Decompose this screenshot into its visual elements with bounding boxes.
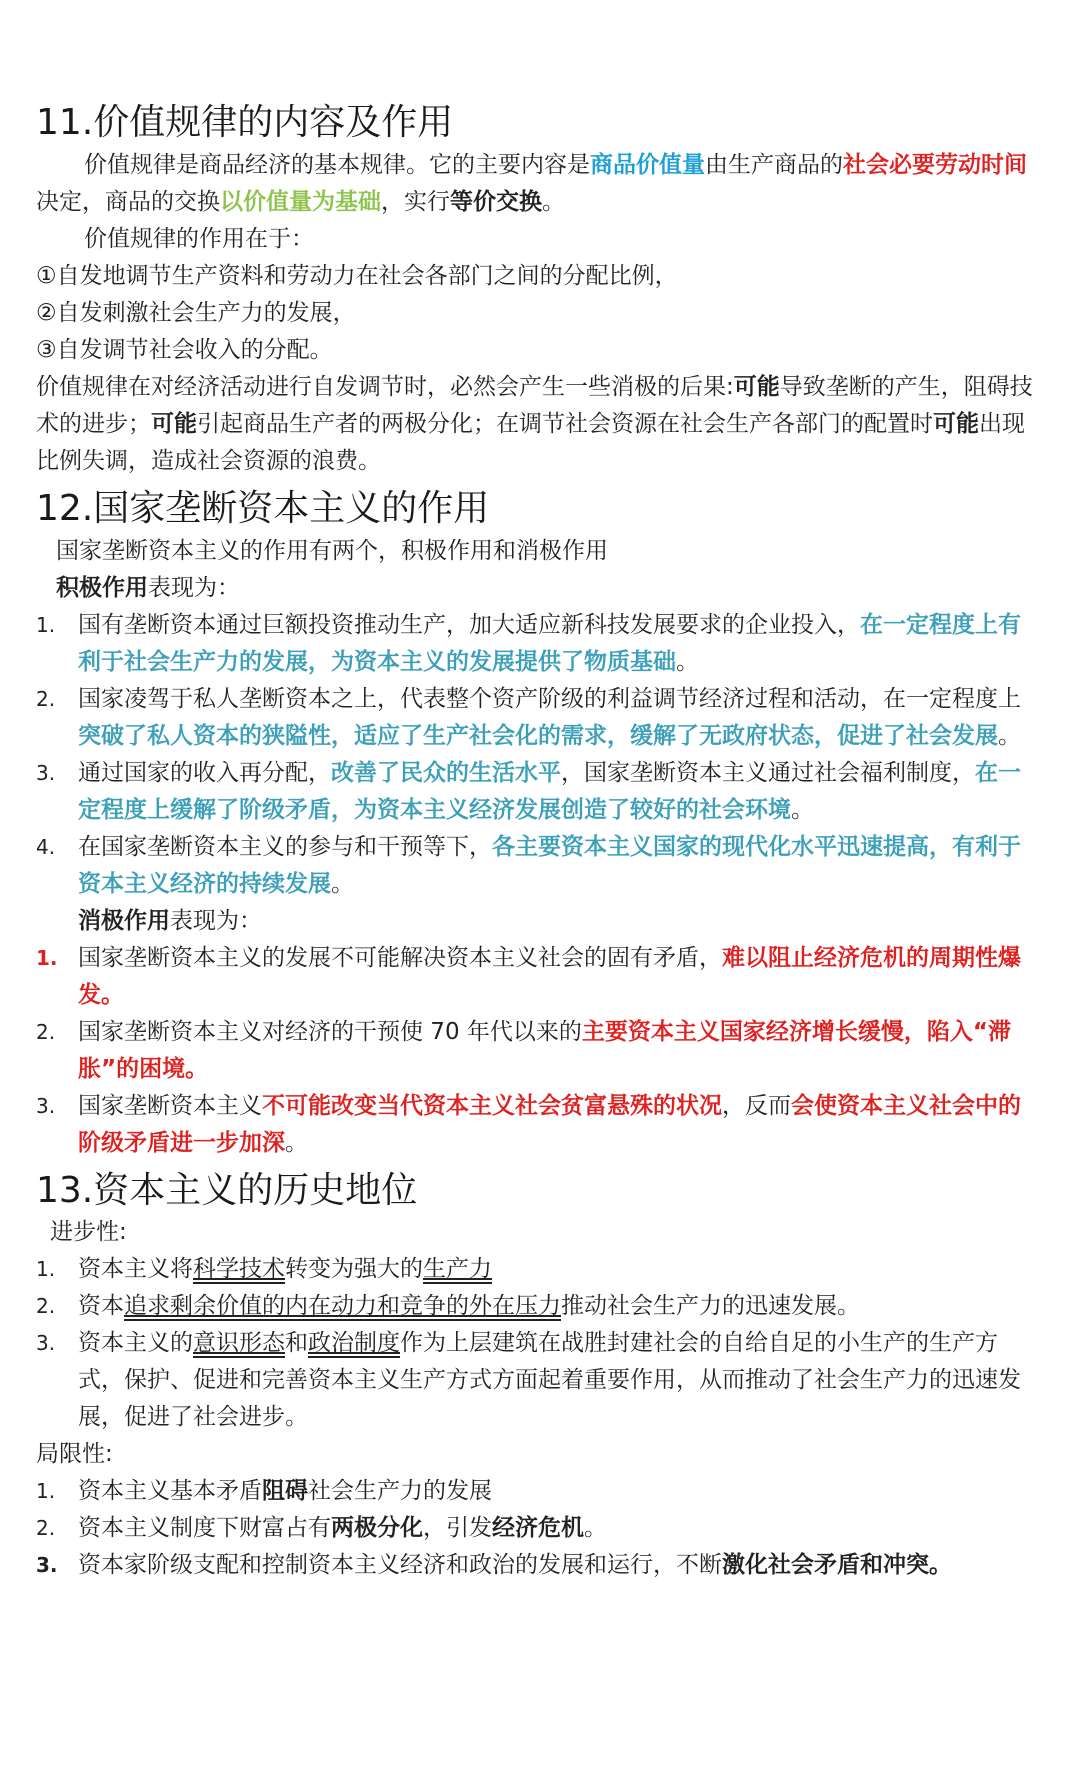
s11-item-3: ③自发调节社会收入的分配。 [36,336,333,363]
section-12-title: 12.国家垄断资本主义的作用 [36,487,490,529]
s13-limit-list [36,1473,1034,1584]
s11-item-1: ①自发地调节生产资料和劳动力在社会各部门之间的分配比例， [36,262,678,289]
s12-negative-heading: 消极作用表现为： [78,907,262,934]
section-11-title: 11.价值规律的内容及作用 [36,102,454,143]
list-item: 4. 在国家垄断资本主义的参与和干预等下，各主要资本主义国家的现代化水平迅速提高，有利于资本主义经济的持续发展。 [36,833,1021,897]
s12-negative-list [36,940,1034,1162]
list-item: 3. 通过国家的收入再分配，改善了民众的生活水平，国家垄断资本主义通过社会福利制度，在一定程度上缓解了阶级矛盾，为资本主义经济发展创造了较好的社会环境。 [36,759,1021,823]
section-13-title: 13.资本主义的历史地位 [36,1169,418,1211]
s11-paragraph-1: 价值规律是商品经济的基本规律。它的主要内容是商品价值量由生产商品的社会必要劳动时间决定，商品的交换以价值量为基础，实行等价交换。 [36,151,1027,215]
s11-paragraph-2: 价值规律的作用在于： [84,225,314,252]
list-item: 2. 国家凌驾于私人垄断资本之上，代表整个资产阶级的利益调节经济过程和活动，在一定程度上突破了私人资本的狭隘性，适应了生产社会化的需求，缓解了无政府状态，促进了社会发展。 [36,685,1021,749]
list-item: 2. 资本主义制度下财富占有两极分化，引发经济危机。 [36,1515,607,1542]
s12-positive-list [36,607,1034,903]
s13-progress-list [36,1251,1034,1436]
s11-item-2: ②自发刺激社会生产力的发展， [36,299,356,326]
list-item: 3. 资本家阶级支配和控制资本主义经济和政治的发展和运行，不断激化社会矛盾和冲突。 [36,1552,952,1579]
list-item: 1. 国家垄断资本主义的发展不可能解决资本主义社会的固有矛盾，难以阻止经济危机的周期性爆发。 [36,944,1021,1008]
list-item: 1. 资本主义基本矛盾阻碍社会生产力的发展 [36,1478,492,1505]
list-item: 2. 资本追求剩余价值的内在动力和竞争的外在压力推动社会生产力的迅速发展。 [36,1293,860,1320]
s12-intro: 国家垄断资本主义的作用有两个，积极作用和消极作用 [56,537,608,564]
list-item: 1. 国有垄断资本通过巨额投资推动生产，加大适应新科技发展要求的企业投入，在一定程度上有利于社会生产力的发展，为资本主义的发展提供了物质基础。 [36,611,1021,675]
s13-progress-heading: 进步性: [50,1219,127,1246]
list-item: 1. 资本主义将科学技术转变为强大的生产力 [36,1256,492,1283]
s12-positive-heading: 积极作用表现为： [56,574,240,601]
list-item: 3. 国家垄断资本主义不可能改变当代资本主义社会贫富悬殊的状况，反而会使资本主义社会中的阶级矛盾进一步加深。 [36,1092,1021,1156]
s13-limit-heading: 局限性: [36,1441,113,1468]
list-item: 3. 资本主义的意识形态和政治制度作为上层建筑在战胜封建社会的自给自足的小生产的生产方式，保护、促进和完善资本主义生产方式方面起着重要作用，从而推动了社会生产力的迅速发展，促进了社会进步。 [36,1330,1021,1431]
list-item: 2. 国家垄断资本主义对经济的干预使 70 年代以来的主要资本主义国家经济增长缓慢，陷入“滞胀”的困境。 [36,1018,1012,1082]
s11-paragraph-3: 价值规律在对经济活动进行自发调节时，必然会产生一些消极的后果:可能导致垄断的产生，阻碍技术的进步；可能引起商品生产者的两极分化；在调节社会资源在社会生产各部门的配置时可能出现比例失调，造成社会资源的浪费。 [36,373,1033,474]
